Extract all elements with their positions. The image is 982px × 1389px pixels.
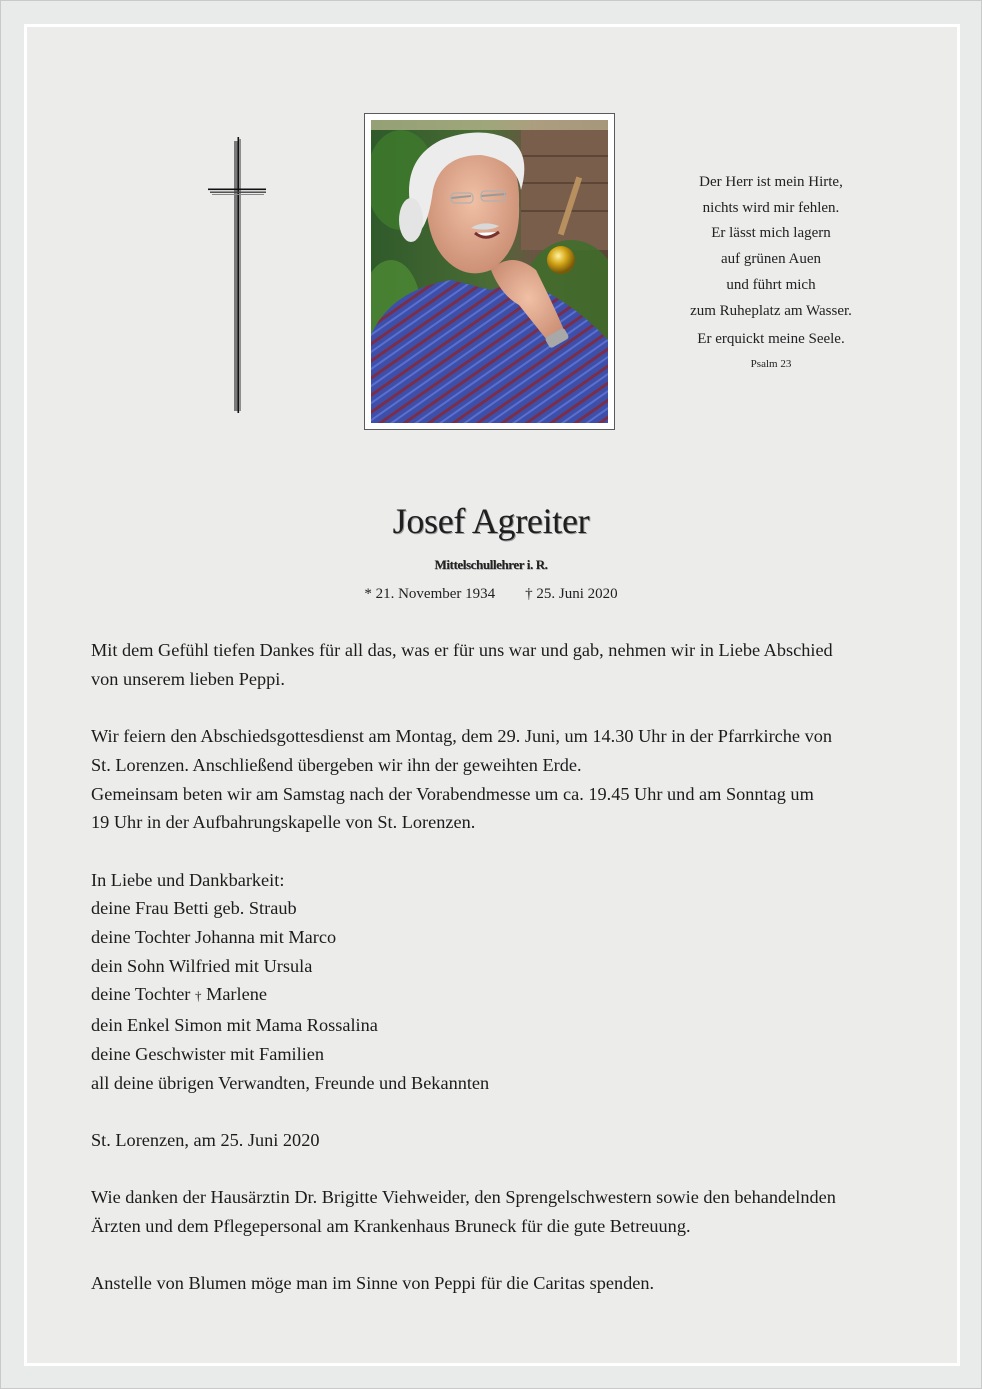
- death-date: † 25. Juni 2020: [525, 586, 618, 602]
- portrait-frame: [364, 113, 615, 430]
- deceased-title: Mittelschullehrer i. R.: [434, 557, 548, 572]
- cross-horizontal-line: [208, 189, 266, 191]
- cross-vertical-shadow: [234, 141, 238, 411]
- psalm-line: zum Ruheplatz am Wasser.: [690, 302, 852, 319]
- cross-horizontal-shadow: [212, 194, 264, 195]
- donation-note: Anstelle von Blumen möge man im Sinne von Peppi für die Caritas spenden.: [91, 1273, 655, 1294]
- psalm-line: Er erquickt meine Seele.: [697, 331, 845, 348]
- thanks-line: Ärzten und dem Pflegepersonal am Krankenhaus Bruneck für die gute Betreuung.: [91, 1216, 691, 1236]
- life-dates: [0, 586, 982, 603]
- cross-icon: [205, 135, 269, 415]
- mourner-item: all deine übrigen Verwandten, Freunde und Bekannten: [91, 1072, 490, 1093]
- cross-vertical-edge: [240, 139, 241, 411]
- deceased-name: Josef Agreiter: [392, 501, 590, 541]
- service-line: Gemeinsam beten wir am Samstag nach der Vorabendmesse um ca. 19.45 Uhr und am Sonntag um: [91, 783, 814, 804]
- psalm-line: nichts wird mir fehlen.: [702, 199, 840, 216]
- service-line: Wir feiern den Abschiedsgottesdienst am Montag, dem 29. Juni, um 14.30 Uhr in der Pfarrkirche von: [91, 726, 833, 747]
- notice-body: [91, 636, 891, 1298]
- service-line: St. Lorenzen. Anschließend übergeben wir ihn der geweihten Erde.: [91, 754, 582, 775]
- psalm-line: Er lässt mich lagern: [711, 225, 831, 242]
- portrait-image: [371, 120, 608, 423]
- intro-line: von unserem lieben Peppi.: [91, 668, 285, 689]
- mourner-item: dein Enkel Simon mit Mama Rossalina: [91, 1015, 378, 1036]
- intro-line: Mit dem Gefühl tiefen Dankes für all das, was er für uns war und gab, nehmen wir in Liebe Abschied: [91, 640, 833, 660]
- mourner-item: deine Geschwister mit Familien: [91, 1043, 325, 1064]
- psalm-quote: [660, 170, 882, 371]
- mourner-item-deceased: [91, 980, 891, 1011]
- mourner-name: Marlene: [206, 984, 267, 1005]
- psalm-line: Der Herr ist mein Hirte,: [699, 174, 843, 190]
- mourners-heading: In Liebe und Dankbarkeit:: [91, 869, 285, 890]
- mourner-item: deine Frau Betti geb. Straub: [91, 898, 297, 919]
- psalm-line: auf grünen Auen: [721, 251, 821, 268]
- mourner-prefix: deine Tochter: [91, 984, 191, 1005]
- thanks-line: Wie danken der Hausärztin Dr. Brigitte Viehweider, den Sprengelschwestern sowie den behandelnden: [91, 1187, 836, 1208]
- small-cross-icon: †: [194, 988, 202, 1004]
- psalm-reference: Psalm 23: [750, 357, 792, 370]
- birth-date: * 21. November 1934: [364, 586, 496, 602]
- cross-vertical-line: [238, 137, 240, 413]
- mourner-item: dein Sohn Wilfried mit Ursula: [91, 955, 313, 976]
- mourner-item: deine Tochter Johanna mit Marco: [91, 927, 337, 947]
- place-date: St. Lorenzen, am 25. Juni 2020: [91, 1129, 320, 1150]
- cross-horizontal-line-2: [210, 192, 266, 193]
- service-line: 19 Uhr in der Aufbahrungskapelle von St. Lorenzen.: [91, 812, 476, 833]
- portrait-photo: [371, 120, 608, 423]
- psalm-line: und führt mich: [726, 276, 816, 293]
